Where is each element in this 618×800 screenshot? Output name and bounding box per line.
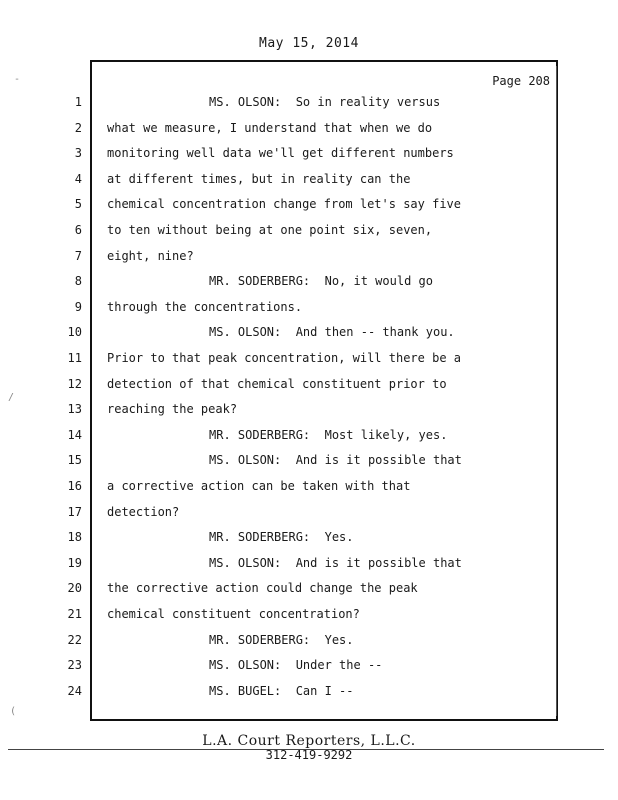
transcript-date: May 15, 2014	[259, 36, 359, 51]
line-number: 19	[67, 556, 82, 570]
transcript-line: detection?	[107, 505, 180, 519]
line-number: 11	[67, 351, 82, 365]
transcript-line: what we measure, I understand that when we do	[107, 121, 433, 135]
footer-phone: 312-419-9292	[265, 748, 353, 762]
transcript-line: MS. OLSON: So in reality versus	[209, 95, 441, 109]
line-number: 1	[74, 95, 82, 109]
transcript-line: MS. OLSON: Under the --	[209, 658, 383, 672]
scan-speck: -	[14, 74, 21, 85]
transcript-line: to ten without being at one point six, seven,	[107, 223, 433, 237]
transcript-line: Prior to that peak concentration, will there be a	[107, 351, 462, 365]
transcript-line: chemical concentration change from let's say five	[107, 197, 462, 211]
transcript-line: MR. SODERBERG: Yes.	[209, 633, 354, 647]
transcript-line: eight, nine?	[107, 249, 194, 263]
transcript-line: MR. SODERBERG: Yes.	[209, 530, 354, 544]
transcript-line: a corrective action can be taken with that	[107, 479, 411, 493]
line-number: 13	[67, 402, 82, 416]
scan-speck: /	[8, 392, 15, 403]
line-number: 16	[67, 479, 82, 493]
line-number: 20	[67, 581, 82, 595]
transcript-line: the corrective action could change the peak	[107, 581, 418, 595]
transcript-line: MS. OLSON: And is it possible that	[209, 453, 462, 467]
line-number: 5	[74, 197, 82, 211]
line-number: 22	[67, 633, 82, 647]
transcript-line: chemical constituent concentration?	[107, 607, 360, 621]
scan-speck: (	[10, 706, 17, 717]
line-number: 6	[74, 223, 82, 237]
line-number: 7	[74, 249, 82, 263]
transcript-line: MR. SODERBERG: Most likely, yes.	[209, 428, 448, 442]
line-number: 4	[74, 172, 82, 186]
frame-inner-edge	[556, 66, 561, 716]
transcript-line: MS. BUGEL: Can I --	[209, 684, 354, 698]
line-number: 24	[67, 684, 82, 698]
line-number: 3	[74, 146, 82, 160]
page-number: Page 208	[492, 74, 550, 88]
line-number: 18	[67, 530, 82, 544]
transcript-line: at different times, but in reality can the	[107, 172, 411, 186]
transcript-line: reaching the peak?	[107, 402, 238, 416]
transcript-line: MS. OLSON: And then -- thank you.	[209, 325, 455, 339]
line-number: 8	[74, 274, 82, 288]
line-number: 9	[74, 300, 82, 314]
line-number: 21	[67, 607, 82, 621]
line-number: 23	[67, 658, 82, 672]
transcript-line: MR. SODERBERG: No, it would go	[209, 274, 433, 288]
transcript-line: detection of that chemical constituent prior to	[107, 377, 447, 391]
transcript-line: monitoring well data we'll get different numbers	[107, 146, 454, 160]
line-number: 17	[67, 505, 82, 519]
transcript-line: MS. OLSON: And is it possible that	[209, 556, 462, 570]
line-number: 2	[74, 121, 82, 135]
line-number: 10	[67, 325, 82, 339]
line-number: 12	[67, 377, 82, 391]
transcript-line: through the concentrations.	[107, 300, 303, 314]
line-number: 15	[67, 453, 82, 467]
footer-company: L.A. Court Reporters, L.L.C.	[202, 733, 416, 749]
line-number: 14	[67, 428, 82, 442]
